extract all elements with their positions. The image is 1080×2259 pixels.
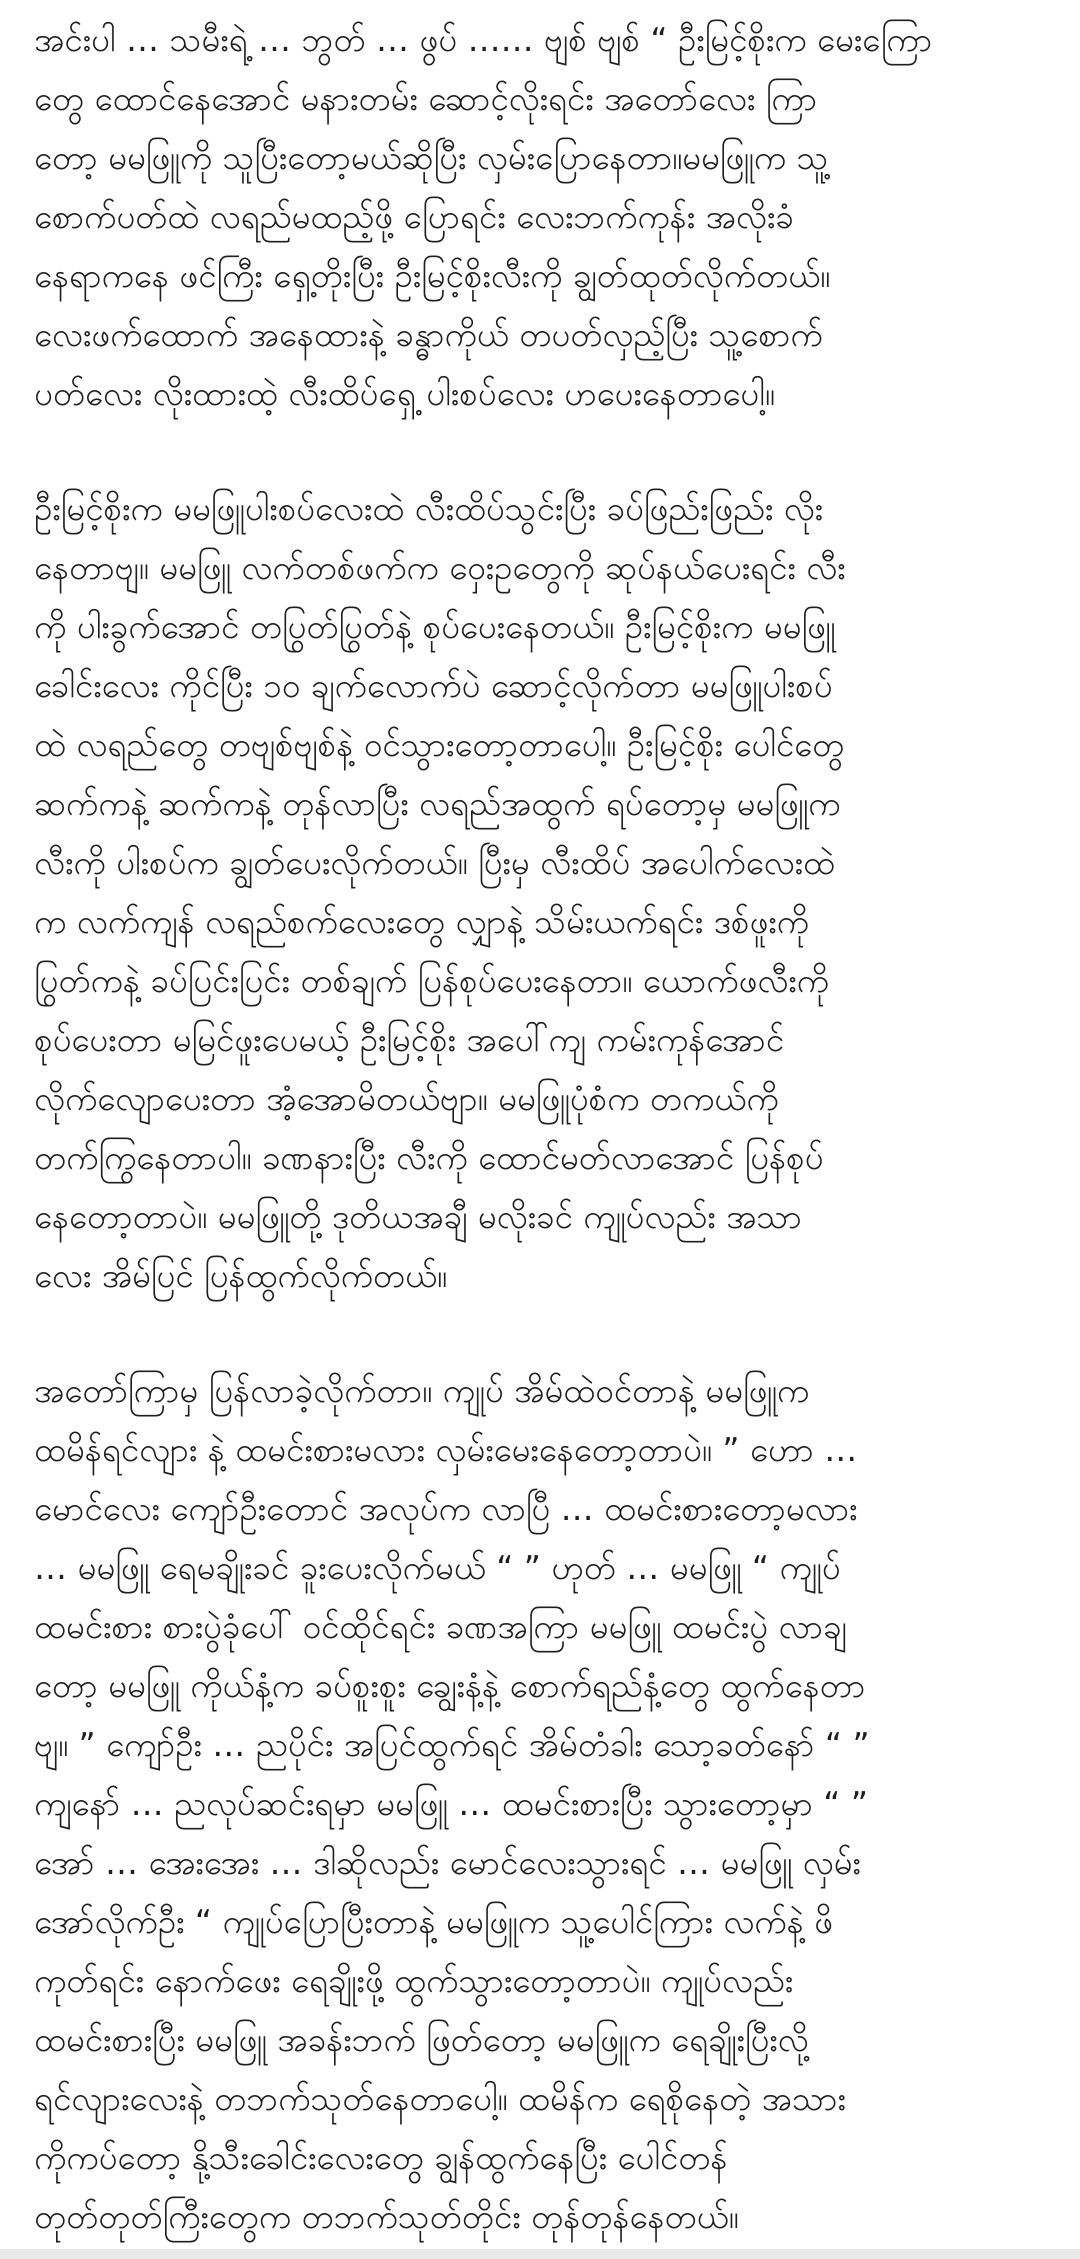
text-line: အင်းပါ … သမီးရဲ့ … ဘွတ် … ဖွပ် …… ဗျစ် ဗျစ် “ ဦးမြင့်စိုးက မေးကြော [34,20,933,59]
text-line: ရင်လျားလေးနဲ့ တဘက်သုတ်နေတာပေါ့။ ထမိန်က ရေစိုနေတဲ့ အသား [34,2079,846,2118]
text-line: ကို ပါးခွက်အောင် တပြွတ်ပြွတ်နဲ့ စုပ်ပေးနေတယ်။ ဦးမြင့်စိုးက မမဖြူ [34,607,836,646]
text-line: အော် … အေးအေး … ဒါဆိုလည်း မောင်လေးသွားရင် … မမဖြူ လှမ်း [34,1843,861,1882]
paragraph-3 [34,1361,1044,2246]
text-line: ထမင်းစား စားပွဲခုံပေါ် ဝင်ထိုင်ရင်း ခဏအကြာ မမဖြူ ထမင်းပွဲ လာချ [34,1607,847,1646]
text-line: ကျနော် … ညလုပ်ဆင်းရမှာ မမဖြူ … ထမင်းစားပြီး သွားတော့မှာ “ ” [34,1784,868,1823]
text-line: လေး အိမ်ပြင် ပြန်ထွက်လိုက်တယ်။ [34,1256,448,1295]
text-line: တော့ မမဖြူ ကိုယ်နံ့က ခပ်စူးစူး ချွေးနံ့နဲ့ စောက်ရည်နံ့တွေ ထွက်နေတာ [34,1666,866,1705]
text-line: လိုက်လျောပေးတာ အံ့အောမိတယ်ဗျာ။ မမဖြူပုံစံက တကယ်ကို [34,1079,779,1118]
text-line: လီးကို ပါးစပ်က ချွတ်ပေးလိုက်တယ်။ ပြီးမှ လီးထိပ် အပေါက်လေးထဲ [34,843,835,882]
paragraph-2 [34,479,1044,1305]
text-line: ပတ်လေး လိုးထားထဲ့ လီးထိပ်ရှေ့ ပါးစပ်လေး ဟပေးနေတာပေါ့။ [34,374,775,413]
text-line: တုတ်တုတ်ကြီးတွေက တဘက်သုတ်တိုင်း တုန်တုန်နေတယ်။ [34,2197,739,2236]
text-line: တော့ မမဖြူကို သူပြီးတော့မယ်ဆိုပြီး လှမ်းပြောနေတာ။မမဖြူက သူ့ [34,138,829,177]
text-line: ထမိန်ရင်လျား နဲ့ ထမင်းစားမလား လှမ်းမေးနေတော့တာပဲ။ ” ဟော … [34,1430,858,1469]
article-body [34,0,1044,2246]
text-line: ခေါင်းလေး ကိုင်ပြီး ၁၀ ချက်လောက်ပဲ ဆောင့်လိုက်တာ မမဖြူပါးစပ် [34,666,833,705]
text-line: နေတော့တာပဲ။ မမဖြူတို့ ဒုတိယအချီ မလိုးခင် ကျုပ်လည်း အသာ [34,1197,802,1236]
text-line: … မမဖြူ ရေမချိုးခင် ခူးပေးလိုက်မယ် “ ” ဟုတ် … မမဖြူ “ ကျုပ် [34,1548,841,1587]
text-line: ကိုကပ်တော့ နို့သီးခေါင်းလေးတွေ ချွန်ထွက်နေပြီး ပေါင်တန် [34,2138,728,2177]
text-line: ထဲ လရည်တွေ တဗျစ်ဗျစ်နဲ့ ဝင်သွားတော့တာပေါ့။ ဦးမြင့်စိုး ပေါင်တွေ [34,725,845,764]
paragraph-spacer [34,423,1044,479]
bottom-edge-bar [0,2249,1080,2259]
text-line: စောက်ပတ်ထဲ လရည်မထည့်ဖို့ ပြောရင်း လေးဘက်ကုန်း အလိုးခံ [34,197,794,236]
text-line: နေရာကနေ ဖင်ကြီး ရှေ့တိုးပြီး ဦးမြင့်စိုးလီးကို ချွတ်ထုတ်လိုက်တယ်။ [34,256,831,295]
text-line: စုပ်ပေးတာ မမြင်ဖူးပေမယ့် ဦးမြင့်စိုး အပေါ်ကျ ကမ်းကုန်အောင် [34,1020,785,1059]
text-line: ဆက်ကနဲ့ ဆက်ကနဲ့ တုန်လာပြီး လရည်အထွက် ရပ်တော့မှ မမဖြူက [34,784,841,823]
paragraph-spacer [34,1305,1044,1361]
text-line: တက်ကြွနေတာပါ။ ခဏနားပြီး လီးကို ထောင်မတ်လာအောင် ပြန်စုပ် [34,1138,824,1177]
text-line: အတော်ကြာမှ ပြန်လာခဲ့လိုက်တာ။ ကျုပ် အိမ်ထဲဝင်တာနဲ့ မမဖြူက [34,1371,810,1410]
paragraph-1 [34,10,1044,423]
text-line: နေတာဗျ။ မမဖြူ လက်တစ်ဖက်က ဝှေးဥတွေကို ဆုပ်နယ်ပေးရင်း လီး [34,548,846,587]
text-line: လေးဖက်ထောက် အနေထားနဲ့ ခန္ဓာကိုယ် တပတ်လှည့်ပြီး သူ့စောက် [34,315,823,354]
text-line: အော်လိုက်ဦး “ ကျုပ်ပြောပြီးတာနဲ့ မမဖြူက သူ့ပေါင်ကြား လက်နဲ့ ဖိ [34,1902,834,1941]
text-line: ပြွတ်ကနဲ့ ခပ်ပြင်းပြင်း တစ်ချက် ပြန်စုပ်ပေးနေတာ။ ယောက်ဖလီးကို [34,961,829,1000]
text-line: မောင်လေး ကျော်ဦးတောင် အလုပ်က လာပြီ … ထမင်းစားတော့မလား [34,1489,858,1528]
text-line: ကုတ်ရင်း နောက်ဖေး ရေချိုးဖို့ ထွက်သွားတော့တာပဲ။ ကျုပ်လည်း [34,1961,794,2000]
text-line: ဗျ။ ” ကျော်ဦး … ညပိုင်း အပြင်ထွက်ရင် အိမ်တံခါး သော့ခတ်နော် “ ” [34,1725,870,1764]
text-line: ထမင်းစားပြီး မမဖြူ အခန်းဘက် ဖြတ်တော့ မမဖြူက ရေချိုးပြီးလို့ [34,2020,809,2059]
text-line: က လက်ကျန် လရည်စက်လေးတွေ လျှာနဲ့ သိမ်းယက်ရင်း ဒစ်ဖူးကို [34,902,809,941]
text-line: တွေ ထောင်နေအောင် မနားတမ်း ဆောင့်လိုးရင်း အတော်လေး ကြာ [34,79,818,118]
text-line: ဦးမြင့်စိုးက မမဖြူပါးစပ်လေးထဲ လီးထိပ်သွင်းပြီး ခပ်ဖြည်းဖြည်း လိုး [34,489,824,528]
